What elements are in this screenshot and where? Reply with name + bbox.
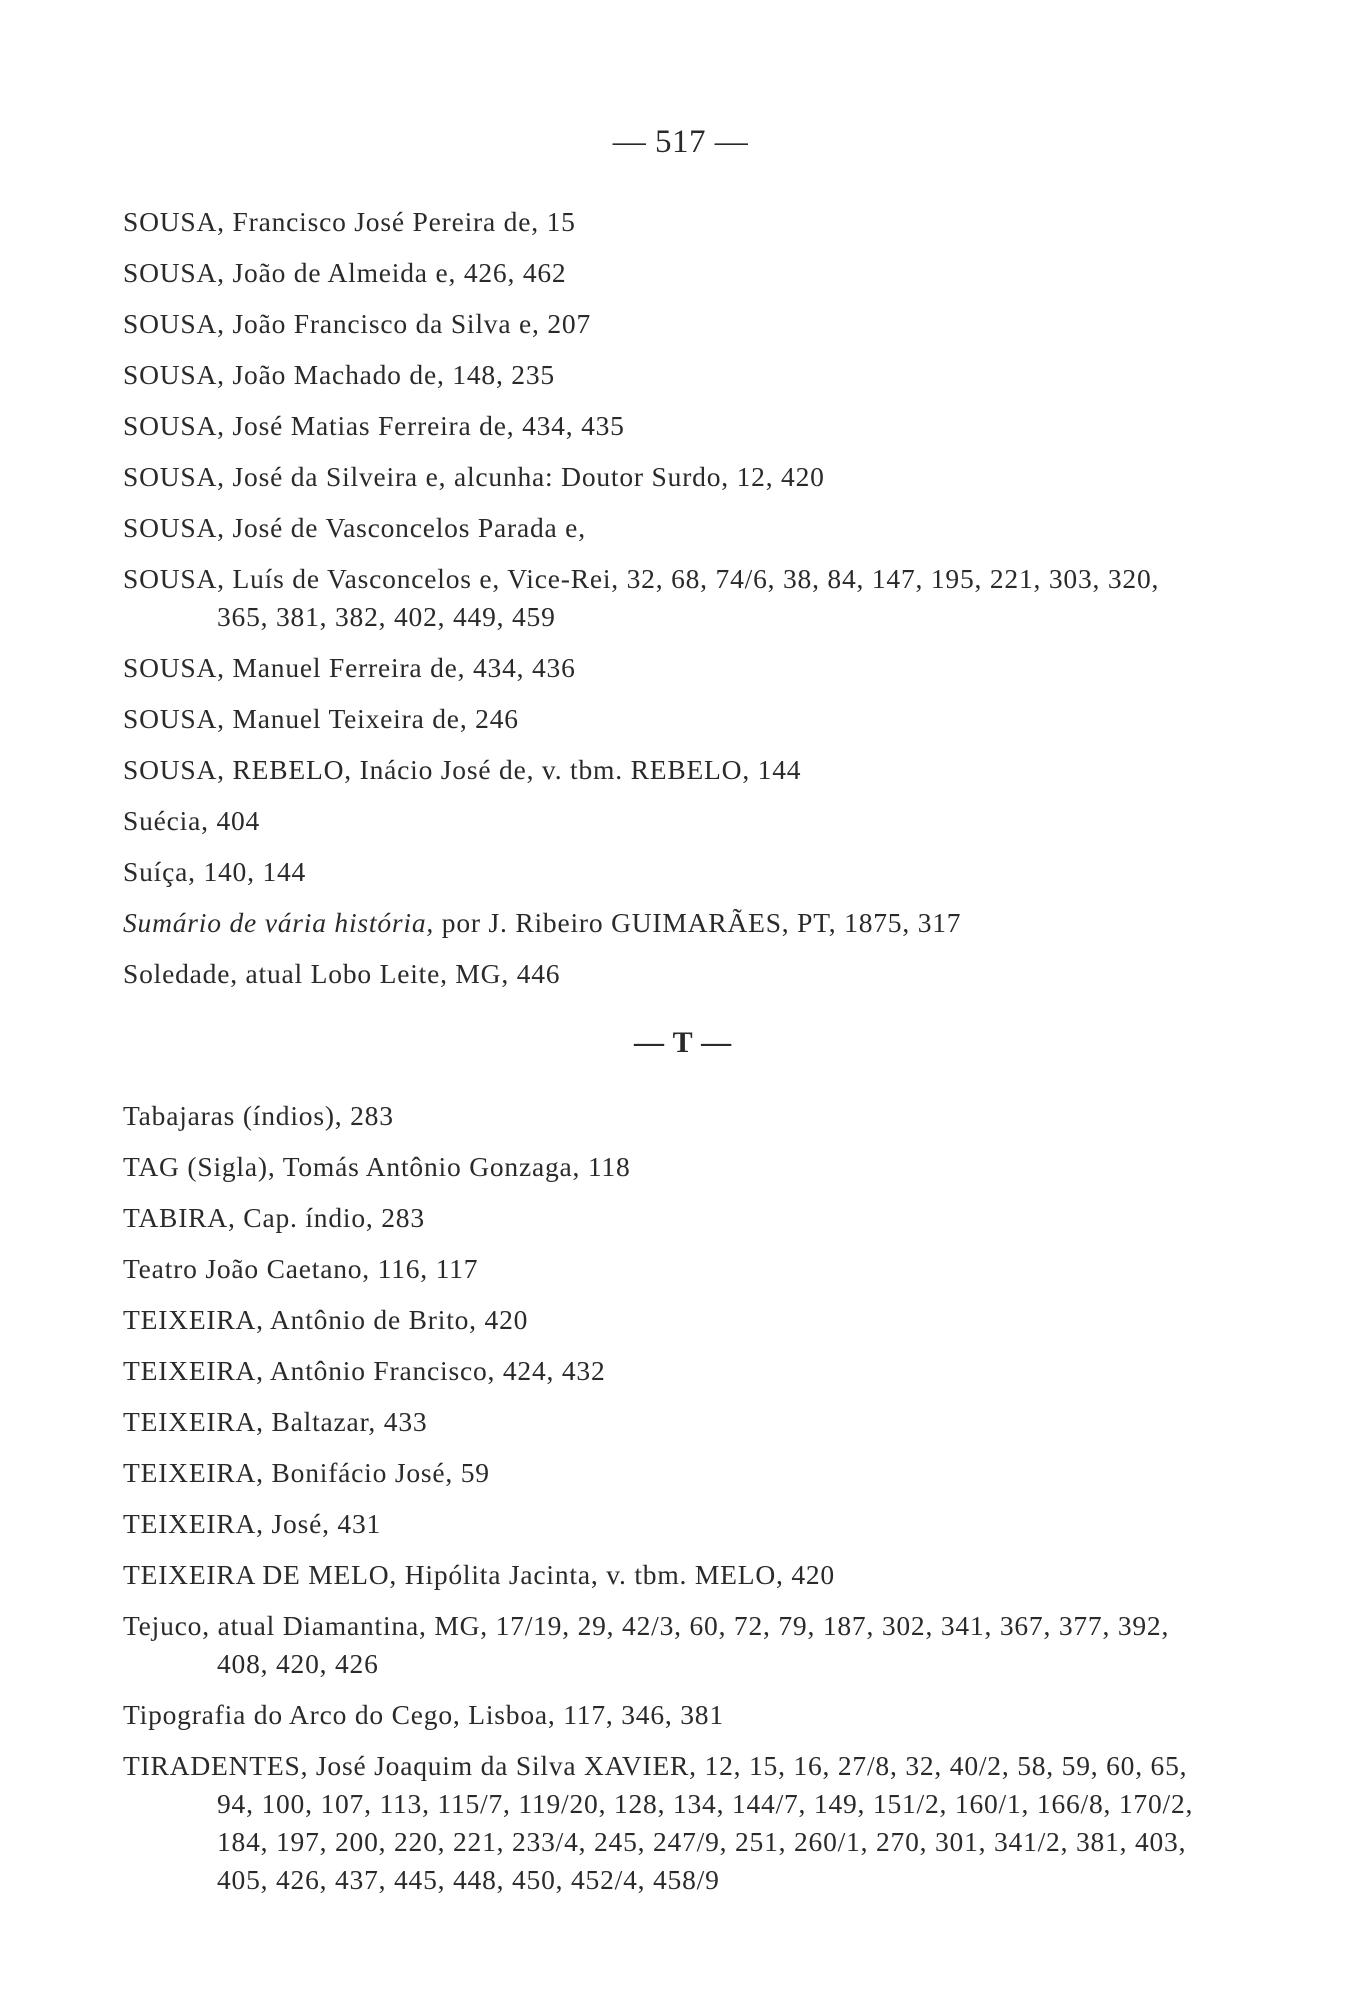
- index-entry: TEIXEIRA, Baltazar, 433: [123, 1406, 428, 1437]
- entries-t-list: [123, 1097, 1213, 1899]
- index-entry: SOUSA, João de Almeida e, 426, 462: [123, 257, 567, 288]
- index-entry: TEIXEIRA DE MELO, Hipólita Jacinta, v. tbm. MELO, 420: [123, 1559, 835, 1590]
- index-entry: SOUSA, José da Silveira e, alcunha: Doutor Surdo, 12, 420: [123, 461, 825, 492]
- index-entry: TABIRA, Cap. índio, 283: [123, 1202, 425, 1233]
- index-entry: TEIXEIRA, Antônio Francisco, 424, 432: [123, 1355, 606, 1386]
- index-entry: Suécia, 404: [123, 805, 261, 836]
- index-entry: Teatro João Caetano, 116, 117: [123, 1253, 479, 1284]
- index-entry: Tejuco, atual Diamantina, MG, 17/19, 29, 42/3, 60, 72, 79, 187, 302, 341, 367, 377, 392, 408, 420, 426: [123, 1610, 1170, 1679]
- index-entry: SOUSA, João Machado de, 148, 235: [123, 359, 555, 390]
- index-entry: TEIXEIRA, José, 431: [123, 1508, 382, 1539]
- index-entry: TAG (Sigla), Tomás Antônio Gonzaga, 118: [123, 1151, 631, 1182]
- page-number: — 517 —: [612, 124, 749, 160]
- index-entry: Soledade, atual Lobo Leite, MG, 446: [123, 958, 561, 989]
- index-entries: [123, 203, 1213, 1912]
- entry-text: por J. Ribeiro GUIMARÃES, PT, 1875, 317: [434, 907, 962, 938]
- index-entry: TEIXEIRA, Antônio de Brito, 420: [123, 1304, 529, 1335]
- index-entry: SOUSA, José de Vasconcelos Parada e,: [123, 512, 586, 543]
- entries-s-list: [123, 203, 1213, 993]
- index-entry: SOUSA, Manuel Ferreira de, 434, 436: [123, 652, 576, 683]
- index-entry: SOUSA, José Matias Ferreira de, 434, 435: [123, 410, 625, 441]
- index-entry: SOUSA, Manuel Teixeira de, 246: [123, 703, 519, 734]
- section-letter-t: — T —: [634, 1026, 732, 1059]
- index-entry: SOUSA, Francisco José Pereira de, 15: [123, 206, 576, 237]
- index-entry: TEIXEIRA, Bonifácio José, 59: [123, 1457, 490, 1488]
- index-entry: Tabajaras (índios), 283: [123, 1100, 394, 1131]
- index-entry: SOUSA, REBELO, Inácio José de, v. tbm. REBELO, 144: [123, 754, 802, 785]
- index-entry: Suíça, 140, 144: [123, 856, 307, 887]
- index-entry: Tipografia do Arco do Cego, Lisboa, 117, 346, 381: [123, 1699, 724, 1730]
- index-entry: SOUSA, Luís de Vasconcelos e, Vice-Rei, 32, 68, 74/6, 38, 84, 147, 195, 221, 303, 320, 365, 381, 382, 402, 449, 459: [123, 563, 1160, 632]
- index-entry: SOUSA, João Francisco da Silva e, 207: [123, 308, 592, 339]
- book-title: Sumário de vária história,: [123, 907, 435, 938]
- index-entry: [123, 904, 1213, 942]
- index-entry: TIRADENTES, José Joaquim da Silva XAVIER, 12, 15, 16, 27/8, 32, 40/2, 58, 59, 60, 65, 94, 100, 107, 113, 115/7, 119/20, 128, 134, 144/7, 149, 151/2, 160/1, 166/8, 170/2, 184, 197, 200, 220, 221, 233/4, 245, 247/9, 251, 260/1, 270, 301, 341/2, 381, 403, 405, 426, 437, 445, 448, 450, 452/4, 458/9: [123, 1750, 1194, 1895]
